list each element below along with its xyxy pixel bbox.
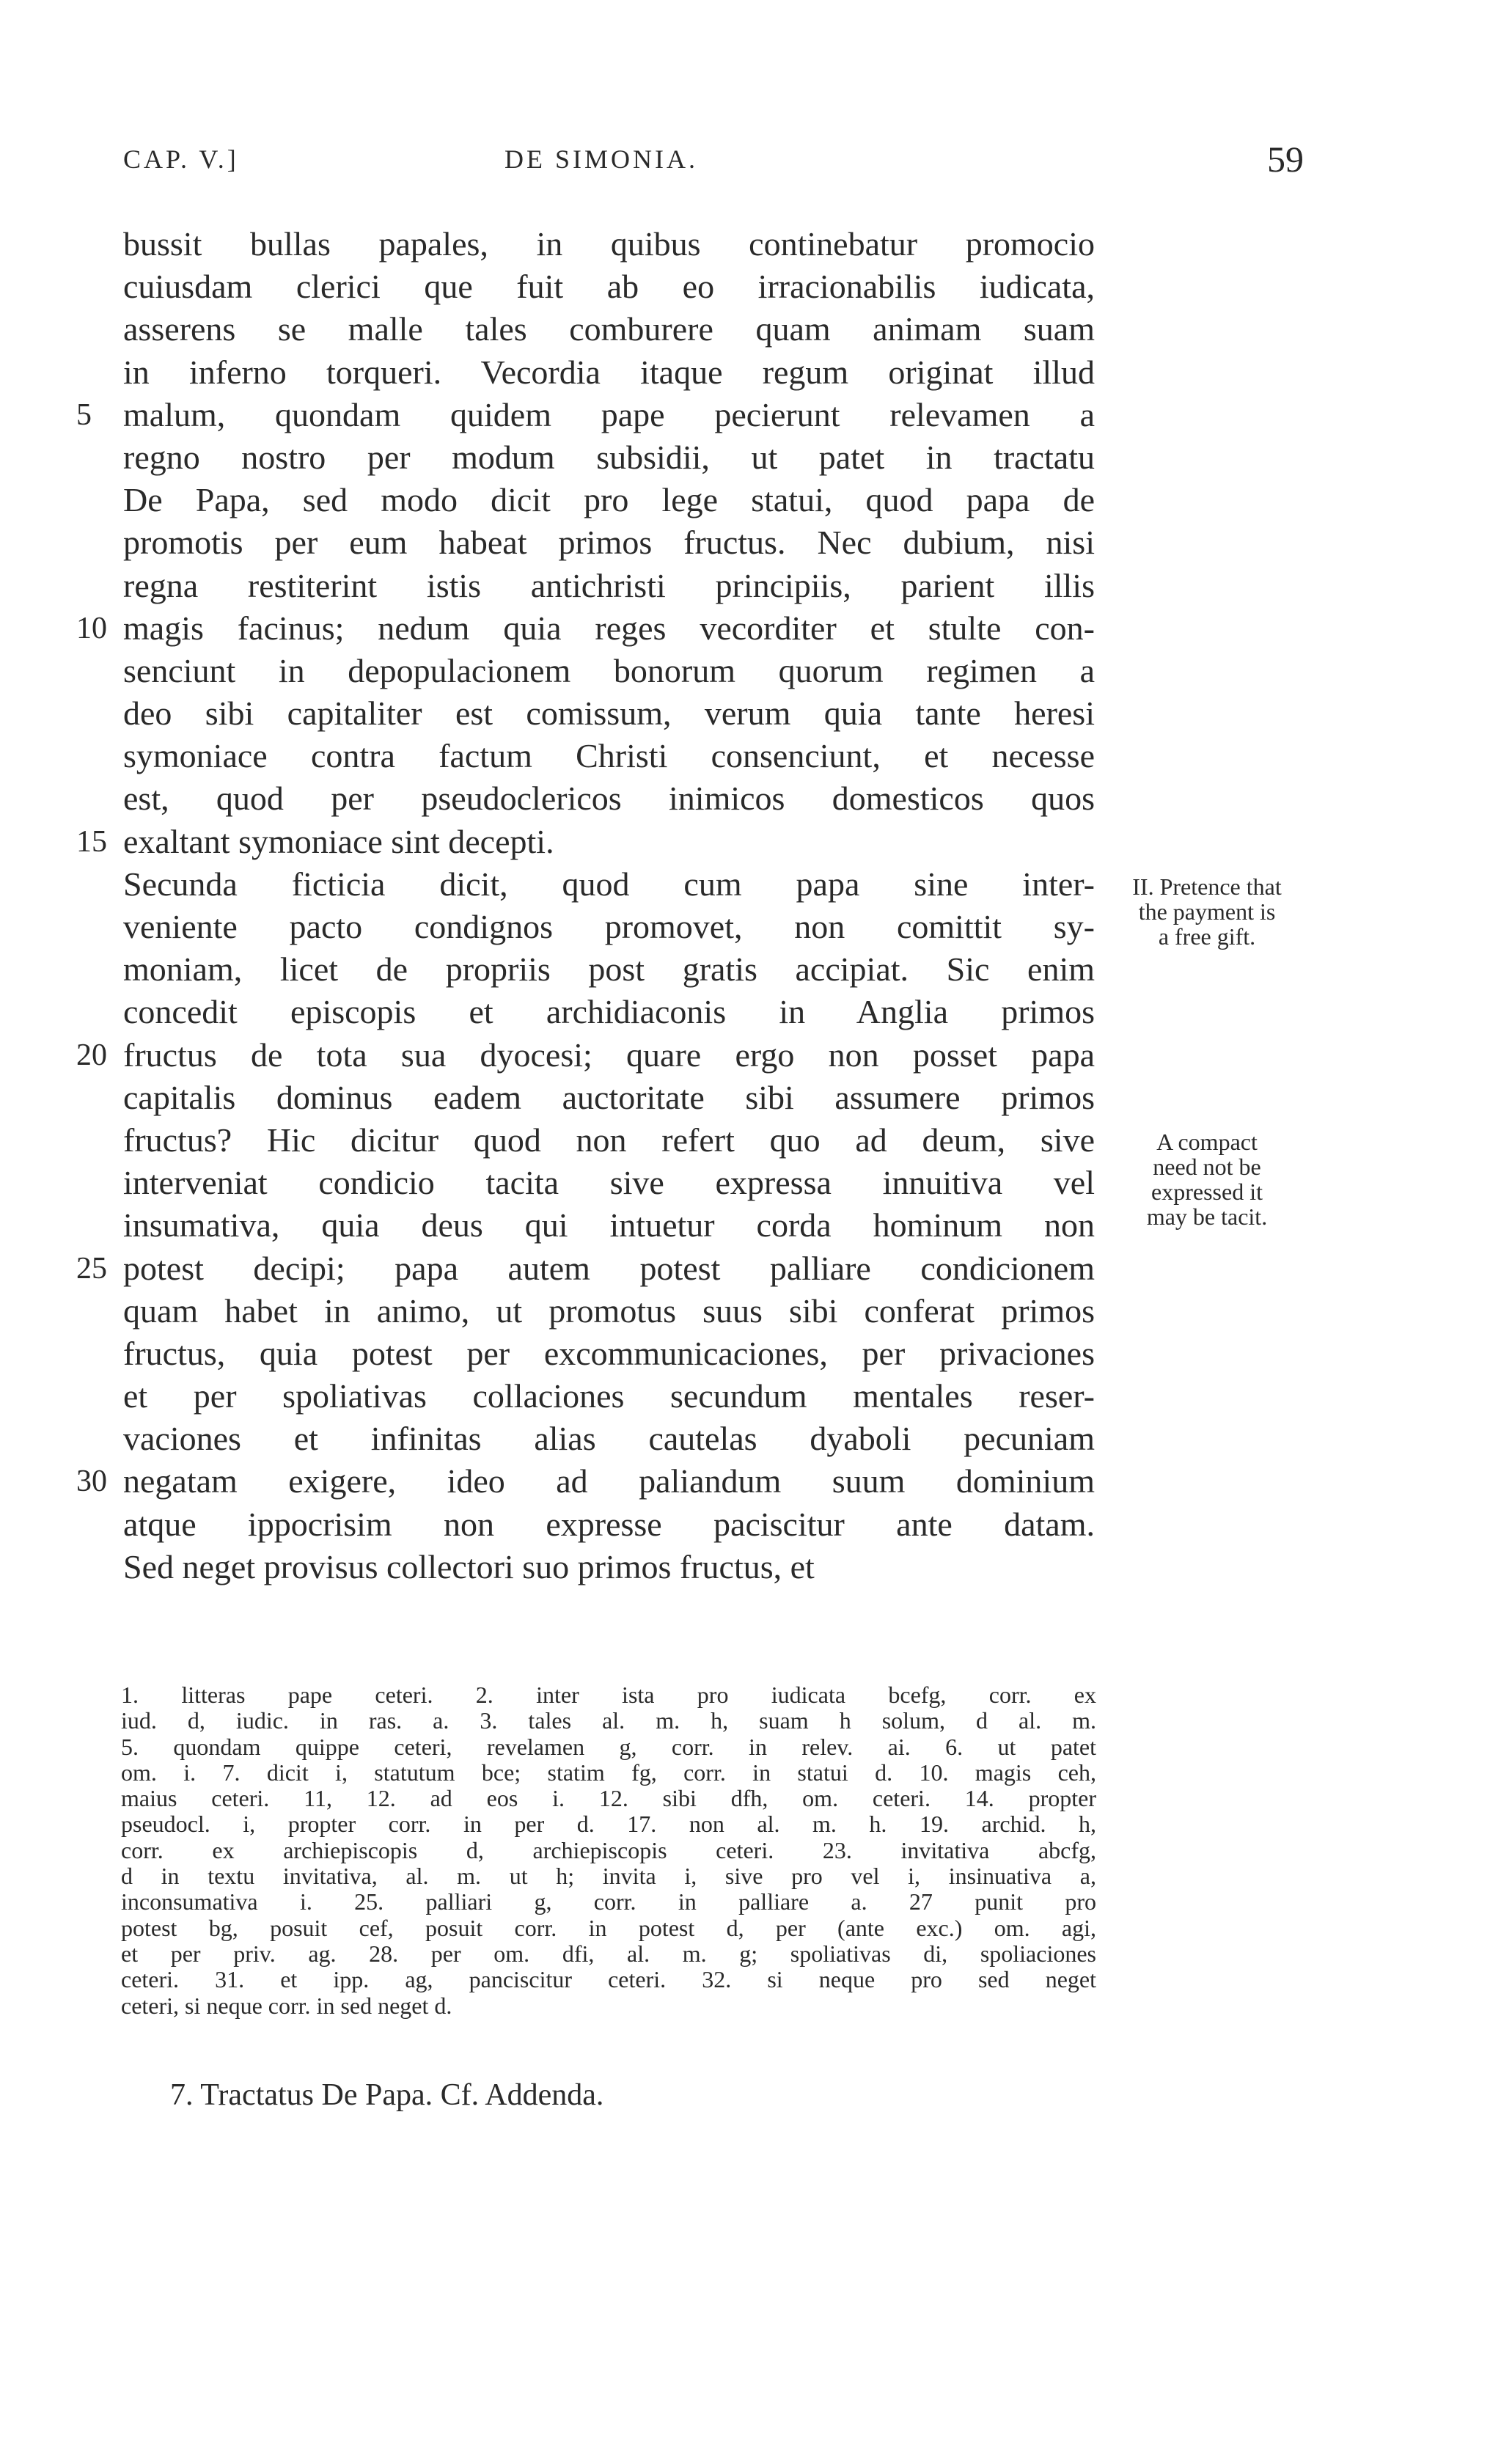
line-text: Sed neget provisus collectori suo primos fructus, et [123,1547,815,1585]
text-line [76,1247,1095,1290]
line-text: promotis per eum habeat primos fructus. Nec dubium, nisi [123,524,1095,562]
line-text: capitalis dominus eadem auctoritate sibi assumere primos [123,1078,1095,1116]
text-line [123,650,1095,692]
text-line [123,1204,1095,1247]
apparatus-line: iud. d, iudic. in ras. a. 3. tales al. m. h, suam h solum, d al. m. [121,1707,1096,1734]
text-line [123,906,1095,948]
text-line [123,223,1095,265]
text-line [123,308,1095,351]
text-line [123,265,1095,308]
line-text: potest decipi; papa autem potest palliare condicionem [123,1249,1095,1287]
line-number: 5 [76,397,92,432]
text-line [76,1460,1095,1503]
line-number: 25 [76,1251,107,1286]
apparatus-line: maius ceteri. 11, 12. ad eos i. 12. sibi dfh, om. ceteri. 14. propter [121,1785,1096,1812]
margin-note-line: expressed it [1151,1178,1263,1205]
line-text: Secunda ficticia dicit, quod cum papa sine inter- [123,865,1095,903]
apparatus-line: et per priv. ag. 28. per om. dfi, al. m. g; spoliativas di, spoliaciones [121,1940,1096,1967]
line-text: asserens se malle tales comburere quam animam suam [123,310,1095,348]
text-line [123,777,1095,820]
text-line [76,1034,1095,1077]
margin-note-line: the payment is [1138,898,1276,925]
line-text: fructus de tota sua dyocesi; quare ergo non posset papa [123,1035,1095,1074]
line-text: regno nostro per modum subsidii, ut patet in tractatu [123,438,1095,476]
text-line [123,351,1095,394]
line-text: concedit episcopis et archidiaconis in Anglia primos [123,993,1095,1031]
line-number: 30 [76,1464,107,1499]
apparatus-line: ceteri, si neque corr. in sed neget d. [121,1992,452,2019]
line-text: malum, quondam quidem pape pecierunt relevamen a [123,395,1095,433]
line-text: est, quod per pseudoclericos inimicos domesticos quos [123,780,1095,818]
text-line [123,1119,1095,1162]
text-line [76,821,1095,863]
footnote: 7. Tractatus De Papa. Cf. Addenda. [170,2078,604,2112]
text-line [123,436,1095,479]
line-text: et per spoliativas collaciones secundum mentales reser- [123,1377,1095,1415]
line-text: symoniace contra factum Christi consenciunt, et necesse [123,737,1095,775]
apparatus-line: d in textu invitativa, al. m. ut h; invita i, sive pro vel i, insinuativa a, [121,1863,1096,1890]
page-number: 59 [1267,139,1304,180]
text-line [123,521,1095,564]
line-text: quam habet in animo, ut promotus suus sibi conferat primos [123,1291,1095,1330]
line-text: interveniat condicio tacita sive expressa innuitiva vel [123,1164,1095,1202]
line-text: regna restiterint istis antichristi principiis, parient illis [123,566,1095,604]
apparatus-line: ceteri. 31. et ipp. ag, panciscitur ceteri. 32. si neque pro sed neget [121,1966,1096,1993]
text-line [123,1546,1095,1588]
apparatus-line: 5. quondam quippe ceteri, revelamen g, corr. in relev. ai. 6. ut patet [121,1733,1096,1760]
margin-note-line: may be tacit. [1146,1203,1268,1230]
line-number: 20 [76,1038,107,1072]
line-text: exaltant symoniace sint decepti. [123,822,554,860]
line-text: veniente pacto condignos promovet, non comittit sy- [123,908,1095,945]
line-text: bussit bullas papales, in quibus continebatur promocio [123,225,1095,263]
margin-note-pretence [1104,874,1310,949]
line-text: moniam, licet de propriis post gratis accipiat. Sic enim [123,950,1095,989]
running-title: DE SIMONIA. [504,144,698,174]
text-line [123,1077,1095,1119]
text-line [123,1503,1095,1546]
margin-note-line: a free gift. [1158,923,1256,950]
apparatus-line: pseudocl. i, propter corr. in per d. 17. non al. m. h. 19. archid. h, [121,1811,1096,1838]
margin-note-line: II. Pretence that [1132,873,1282,900]
chapter-label: CAP. V.] [123,144,239,174]
line-text: fructus? Hic dicitur quod non refert quo ad deum, sive [123,1121,1095,1159]
text-line [123,1418,1095,1460]
line-text: deo sibi capitaliter est comissum, verum quia tante heresi [123,694,1095,733]
text-line [123,479,1095,521]
apparatus-line: potest bg, posuit cef, posuit corr. in potest d, per (ante exc.) om. agi, [121,1914,1096,1941]
text-line [123,1332,1095,1375]
text-line [123,948,1095,991]
line-text: magis facinus; nedum quia reges vecorditer et stulte con- [123,609,1095,647]
apparatus-line: om. i. 7. dicit i, statutum bce; statim fg, corr. in statui d. 10. magis ceh, [121,1759,1096,1786]
line-text: insumativa, quia deus qui intuetur corda hominum non [123,1206,1095,1244]
line-text: De Papa, sed modo dicit pro lege statui, quod papa de [123,481,1095,519]
apparatus-line: 1. litteras pape ceteri. 2. inter ista pro iudicata bcefg, corr. ex [121,1682,1096,1708]
apparatus-line: inconsumativa i. 25. palliari g, corr. in palliare a. 27 punit pro [121,1888,1096,1915]
running-header [123,139,1304,188]
text-line [123,692,1095,735]
text-line [123,863,1095,906]
margin-note-line: need not be [1153,1154,1261,1180]
text-line [123,565,1095,607]
main-text [76,223,1095,1588]
margin-note-line: A compact [1156,1129,1258,1155]
text-line [76,394,1095,436]
line-text: fructus, quia potest per excommunicaciones, per privaciones [123,1334,1095,1372]
line-text: atque ippocrisim non expresse paciscitur ante datam. [123,1505,1095,1543]
line-number: 15 [76,824,107,859]
text-line [123,991,1095,1033]
margin-note-compact [1104,1129,1310,1229]
apparatus-line: corr. ex archiepiscopis d, archiepiscopis ceteri. 23. invitativa abcfg, [121,1836,1096,1863]
line-text: in inferno torqueri. Vecordia itaque regum originat illud [123,353,1095,391]
critical-apparatus [121,1682,1096,2019]
text-line [76,607,1095,650]
text-line [123,1375,1095,1418]
line-text: vaciones et infinitas alias cautelas dyaboli pecuniam [123,1420,1095,1458]
text-line [123,735,1095,777]
line-text: senciunt in depopulacionem bonorum quorum regimen a [123,651,1095,689]
line-text: cuiusdam clerici que fuit ab eo irracionabilis iudicata, [123,268,1095,306]
line-number: 10 [76,611,107,645]
text-line [123,1290,1095,1332]
line-text: negatam exigere, ideo ad paliandum suum dominium [123,1462,1095,1500]
text-line [123,1162,1095,1204]
